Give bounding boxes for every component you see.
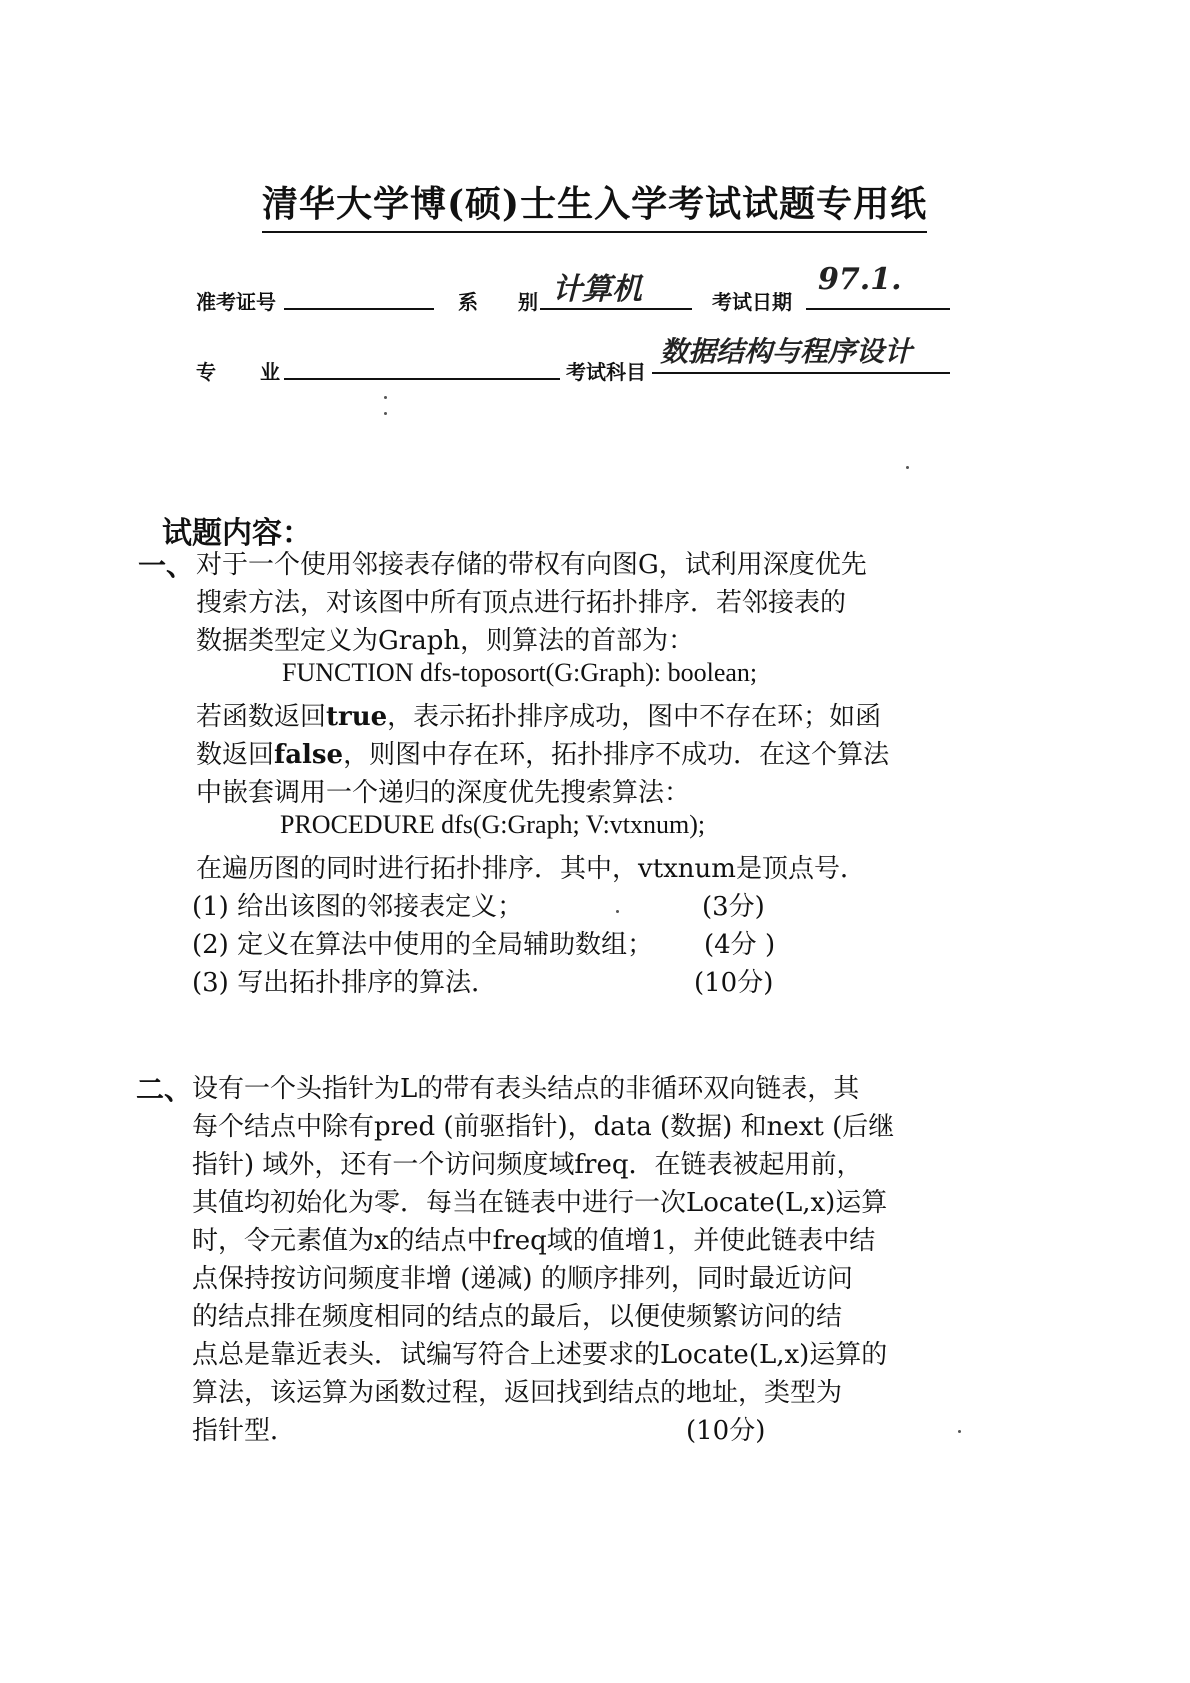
- q1-line-5-post: ，则图中存在环，拓扑排序不成功．在这个算法: [343, 740, 890, 770]
- q2-number: 二、: [136, 1073, 193, 1106]
- dept-label-1: 系: [458, 290, 478, 314]
- q1-line-2: 搜索方法，对该图中所有顶点进行拓扑排序．若邻接表的: [196, 588, 847, 618]
- q2-line-5: 时，令元素值为x的结点中freq域的值增1，并使此链表中结: [192, 1226, 876, 1256]
- q1-line-7: 在遍历图的同时进行拓扑排序．其中，vtxnum是顶点号．: [196, 854, 866, 884]
- q1-line-5-pre: 数返回: [196, 740, 275, 770]
- speck: [384, 412, 387, 415]
- q2-line-6: 点保持按访问频度非增 (递减) 的顺序排列，同时最近访问: [192, 1264, 853, 1294]
- q1-line-3: 数据类型定义为Graph，则算法的首部为：: [196, 626, 695, 656]
- speck: [958, 1430, 961, 1433]
- page-title: 清华大学博(硕)士生入学考试试题专用纸: [262, 176, 927, 233]
- q1-line-6: 中嵌套调用一个递归的深度优先搜索算法：: [196, 778, 691, 808]
- q2-line-1: 设有一个头指针为L的带有表头结点的非循环双向链表，其: [192, 1074, 860, 1104]
- q1-function-header: FUNCTION dfs-toposort(G:Graph): boolean;: [282, 658, 758, 687]
- q2-line-10: 指针型．: [192, 1416, 297, 1446]
- q2-line-4: 其值均初始化为零．每当在链表中进行一次Locate(L,x)运算: [192, 1188, 888, 1218]
- date-label: 考试日期: [712, 290, 792, 314]
- exam-id-line: [284, 308, 434, 310]
- q2-line-9: 算法，该运算为函数过程，返回找到结点的地址，类型为: [192, 1378, 843, 1408]
- dept-line: [540, 308, 692, 310]
- dept-label-2: 别: [518, 290, 538, 314]
- q1-keyword-true: true: [326, 702, 388, 732]
- q1-score-1: (3分): [702, 892, 765, 922]
- date-value-handwritten: 97.1.: [818, 262, 902, 297]
- q1-line-5: [196, 734, 889, 771]
- speck: [384, 396, 387, 399]
- major-line: [284, 378, 560, 380]
- subject-value-handwritten: 数据结构与程序设计: [660, 335, 913, 368]
- q1-line-4-post: ，表示拓扑排序成功，图中不存在环；如函: [387, 702, 882, 732]
- q2-score: (10分): [686, 1416, 766, 1446]
- q1-sub-1: (1) 给出该图的邻接表定义；: [192, 892, 524, 922]
- q2-line-8: 点总是靠近表头．试编写符合上述要求的Locate(L,x)运算的: [192, 1340, 888, 1370]
- q1-sub-3: (3) 写出拓扑排序的算法．: [192, 968, 498, 998]
- date-line: [806, 308, 950, 310]
- q2-line-3: 指针) 域外，还有一个访问频度域freq．在链表被起用前，: [192, 1150, 863, 1180]
- exam-id-label: 准考证号: [196, 290, 276, 314]
- q1-line-4: [196, 696, 881, 733]
- speck: [906, 466, 909, 469]
- q1-line-1: 对于一个使用邻接表存储的带权有向图G，试利用深度优先: [196, 550, 867, 580]
- q1-keyword-false: false: [274, 740, 344, 770]
- q2-line-7: 的结点排在频度相同的结点的最后，以便使频繁访问的结: [192, 1302, 843, 1332]
- dept-value-handwritten: 计算机: [552, 272, 642, 307]
- q1-sub-2: (2) 定义在算法中使用的全局辅助数组；: [192, 930, 654, 960]
- speck: [616, 910, 619, 913]
- major-label-2: 业: [260, 360, 280, 384]
- q1-procedure-header: PROCEDURE dfs(G:Graph; V:vtxnum);: [280, 810, 706, 839]
- q1-score-2: (4分 ): [704, 930, 776, 960]
- subject-line: [652, 372, 950, 374]
- section-heading: 试题内容：: [162, 516, 312, 551]
- q1-line-4-pre: 若函数返回: [196, 702, 327, 732]
- q1-score-3: (10分): [694, 968, 774, 998]
- subject-label: 考试科目: [566, 360, 646, 384]
- q2-line-2: 每个结点中除有pred (前驱指针)，data (数据) 和next (后继: [192, 1112, 895, 1142]
- q1-number: 一、: [138, 549, 195, 582]
- major-label-1: 专: [196, 360, 216, 384]
